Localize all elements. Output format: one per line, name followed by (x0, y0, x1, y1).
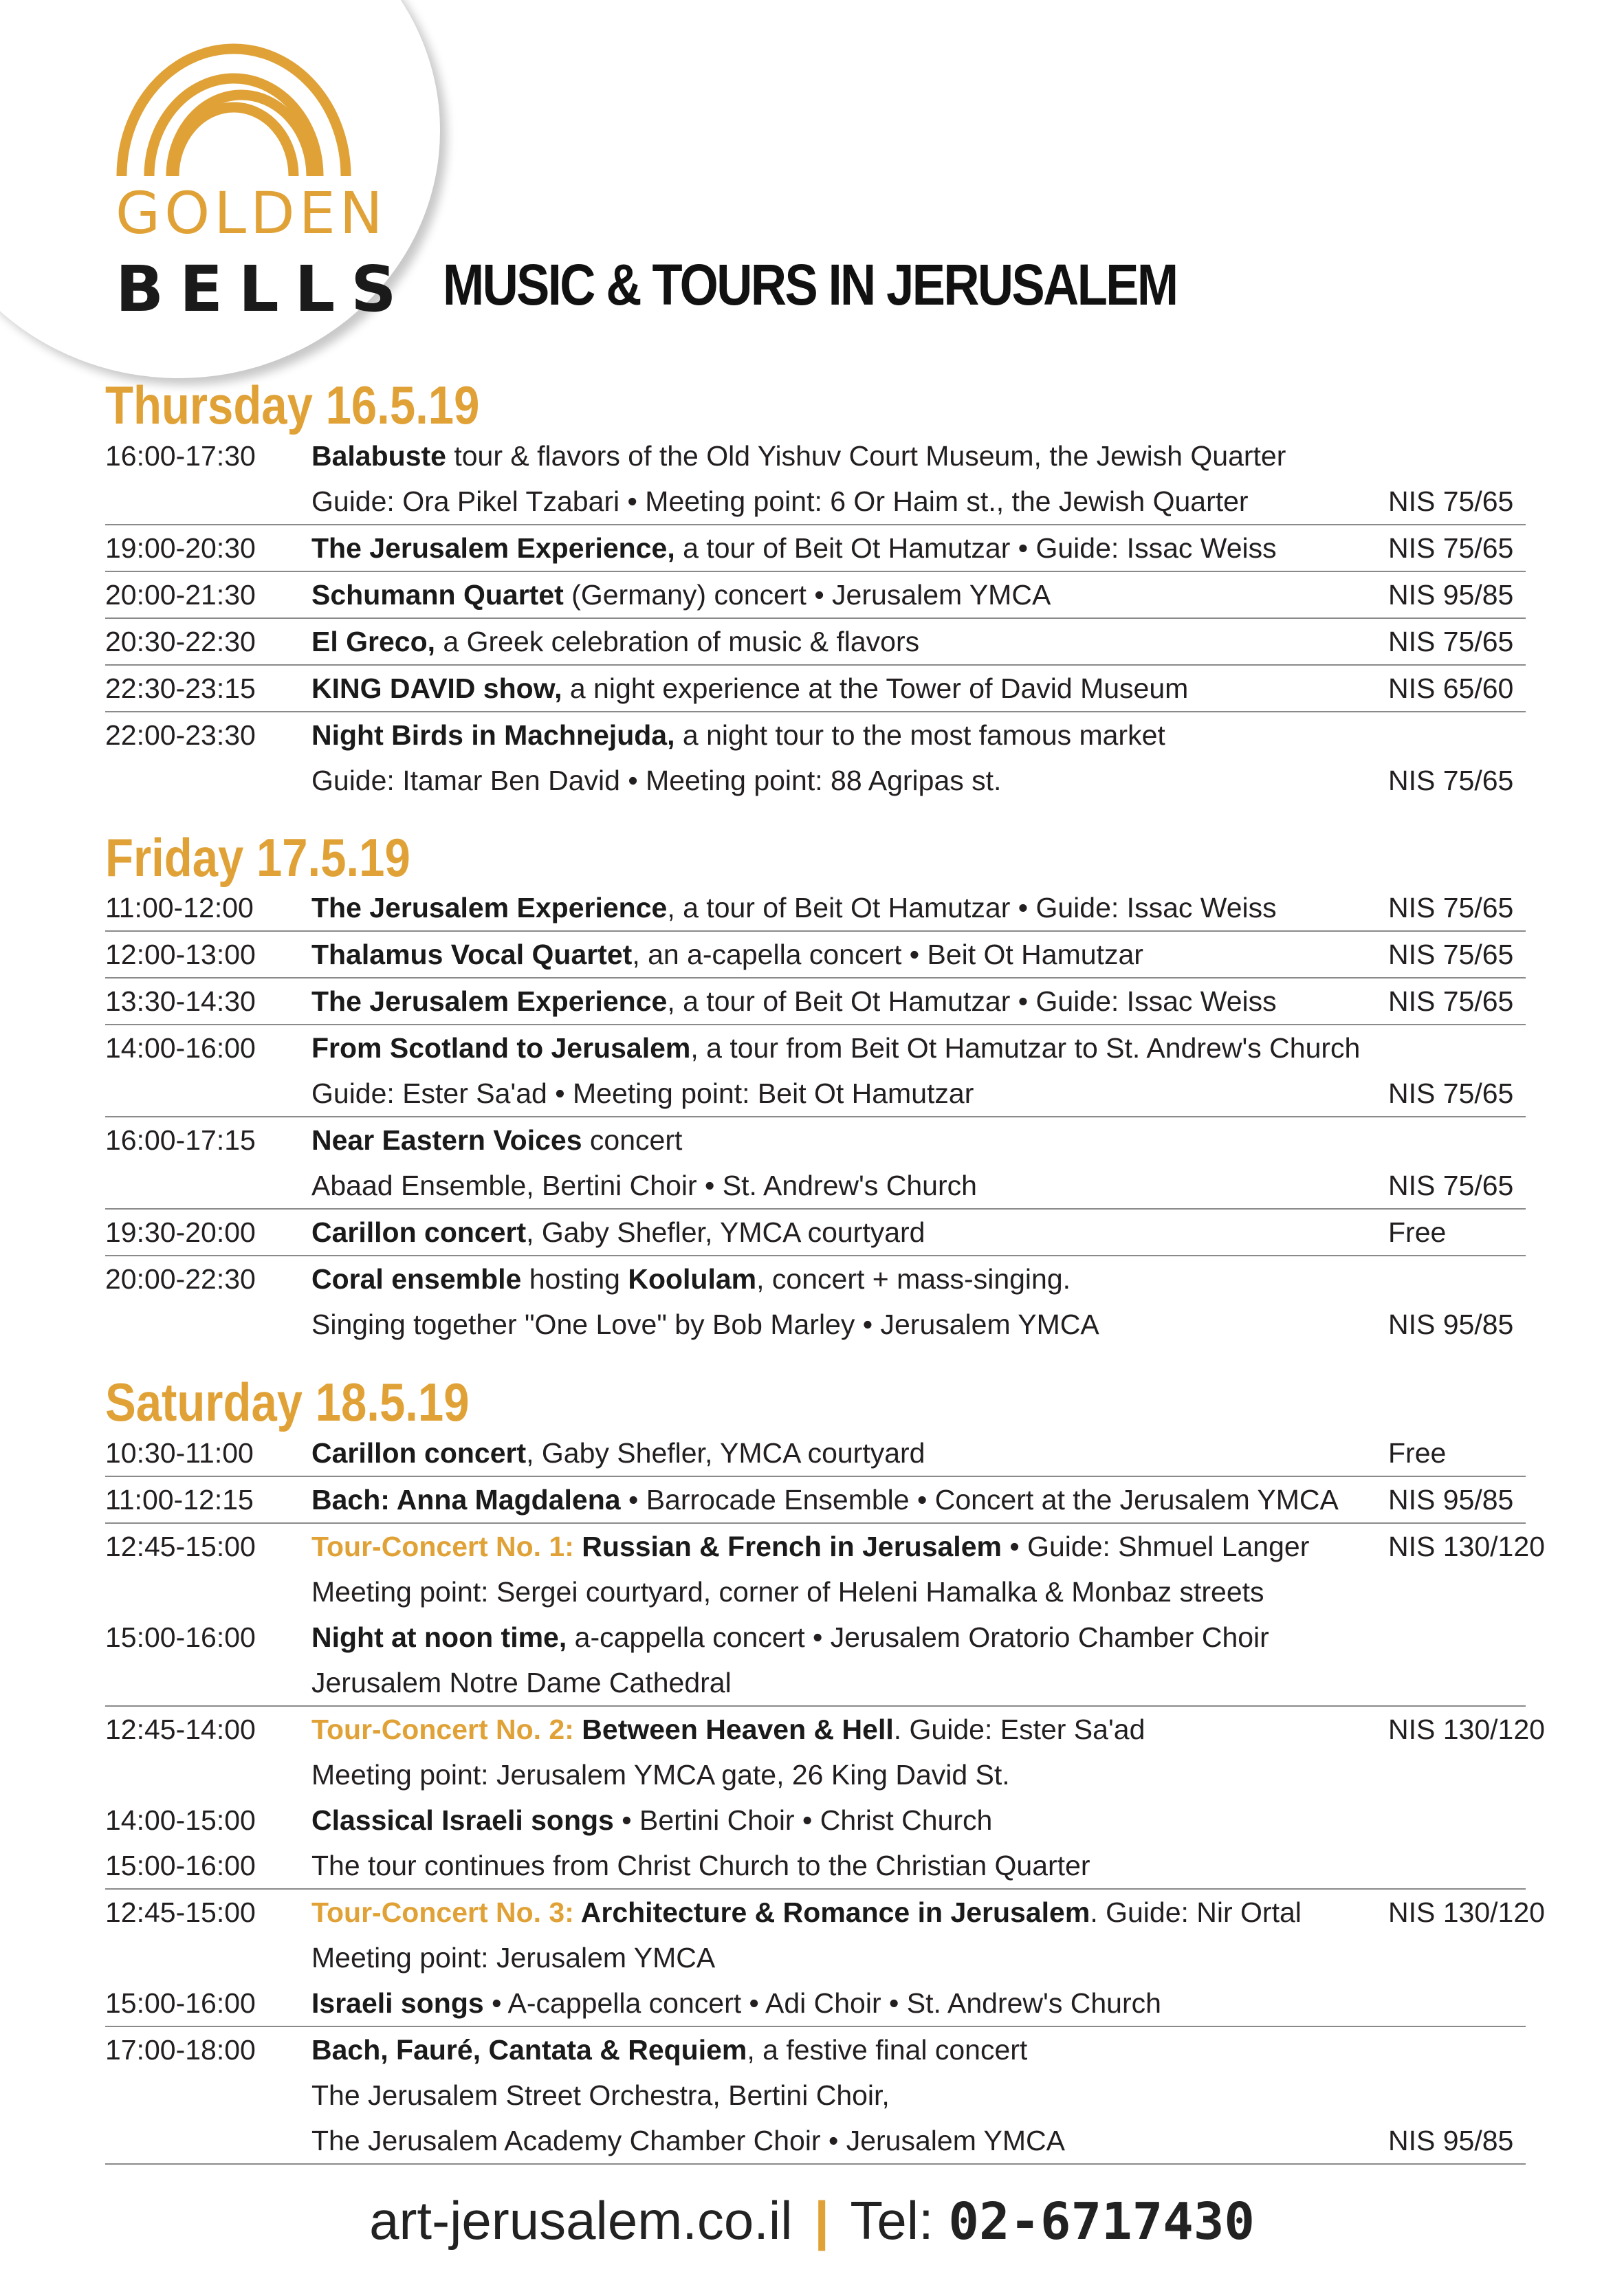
event-title: Israeli songs (311, 1987, 484, 2019)
event-time: 12:45-14:00 (105, 1714, 256, 1745)
event-time: 15:00-16:00 (105, 1987, 256, 2019)
event-line (105, 1569, 1526, 1615)
event-detail: a-cappella concert • Jerusalem Oratorio Chamber Choir (567, 1621, 1269, 1653)
event-line (105, 885, 1526, 930)
event-item (105, 1890, 1545, 2027)
event-price: NIS 65/60 (1388, 673, 1514, 704)
event-item (105, 1025, 1526, 1117)
event-detail: (Germany) concert • Jerusalem YMCA (563, 579, 1051, 611)
event-line (105, 1615, 1526, 1660)
phone-number[interactable]: 02-6717430 (948, 2192, 1255, 2251)
event-price: NIS 95/85 (1388, 1309, 1514, 1340)
event-title: El Greco, (311, 626, 436, 657)
event-price (1388, 1025, 1526, 1071)
event-line (105, 1071, 1526, 1116)
event-time (105, 479, 311, 524)
event-price: Free (1388, 1216, 1447, 1248)
event-line (105, 619, 1526, 664)
event-price: NIS 75/65 (1388, 939, 1514, 970)
schedule-thursday (105, 433, 1526, 803)
event-time (105, 758, 311, 803)
event-description (311, 1890, 1388, 1935)
event-line (105, 2027, 1526, 2073)
event-detail: Meeting point: Sergei courtyard, corner of Heleni Hamalka & Monbaz streets (311, 1576, 1264, 1608)
event-title: Thalamus Vocal Quartet (311, 939, 633, 970)
event-detail: , a tour from Beit Ot Hamutzar to St. Andrew's Church (690, 1032, 1361, 1064)
event-time: 16:00-17:30 (105, 440, 256, 472)
event-description (311, 1660, 1388, 1705)
event-description (311, 1302, 1388, 1347)
event-time: 16:00-17:15 (105, 1124, 256, 1156)
event-detail: , Gaby Shefler, YMCA courtyard (526, 1437, 925, 1469)
event-title: Bach, Fauré, Cantata & Requiem (311, 2034, 747, 2066)
event-price: NIS 75/65 (1388, 532, 1514, 564)
event-detail: , Gaby Shefler, YMCA courtyard (526, 1216, 925, 1248)
event-time (105, 1752, 311, 1797)
event-description (311, 1797, 1388, 1843)
event-price (1388, 1980, 1526, 2026)
event-description (311, 525, 1388, 571)
event-line (105, 1980, 1526, 2026)
event-line (105, 1256, 1526, 1302)
website-link[interactable]: art-jerusalem.co.il (369, 2190, 793, 2251)
event-detail: a night experience at the Tower of David Museum (562, 673, 1189, 704)
event-price (1388, 1615, 1526, 1660)
event-line (105, 525, 1526, 571)
event-description (311, 433, 1388, 479)
event-time: 13:30-14:30 (105, 985, 256, 1017)
event-detail: The Jerusalem Street Orchestra, Bertini Choir, (311, 2079, 890, 2111)
event-time: 19:00-20:30 (105, 532, 256, 564)
event-time: 14:00-16:00 (105, 1032, 256, 1064)
event-price (1388, 1935, 1526, 1980)
event-time: 20:00-21:30 (105, 579, 256, 611)
event-line (105, 1797, 1526, 1843)
event-detail: a tour of Beit Ot Hamutzar • Guide: Issac Weiss (674, 532, 1277, 564)
event-detail: • Guide: Shmuel Langer (1001, 1531, 1310, 1562)
event-price (1388, 2073, 1526, 2118)
event-description (311, 1615, 1388, 1660)
event-time: 12:45-15:00 (105, 1896, 256, 1928)
event-item (105, 932, 1526, 979)
event-price: Free (1388, 1437, 1447, 1469)
event-detail: concert (582, 1124, 683, 1156)
event-item (105, 433, 1526, 525)
event-detail: , a tour of Beit Ot Hamutzar • Guide: Issac Weiss (667, 985, 1277, 1017)
event-description (311, 619, 1388, 664)
event-line (105, 712, 1526, 758)
event-detail: Guide: Itamar Ben David • Meeting point: 88 Agripas st. (311, 765, 1002, 796)
event-price (1388, 1843, 1526, 1888)
event-time: 22:00-23:30 (105, 719, 256, 751)
event-detail: Meeting point: Jerusalem YMCA gate, 26 King David St. (311, 1759, 1010, 1791)
event-title: Architecture & Romance in Jerusalem (580, 1896, 1090, 1928)
event-detail: Singing together "One Love" by Bob Marley • Jerusalem YMCA (311, 1309, 1099, 1340)
event-time: 17:00-18:00 (105, 2034, 256, 2066)
schedule-friday (105, 885, 1526, 1347)
logo-word-bells: BELLS (116, 252, 413, 326)
event-line (105, 1707, 1545, 1752)
event-title: Night at noon time, (311, 1621, 567, 1653)
event-item (105, 1210, 1526, 1256)
event-detail: The Jerusalem Academy Chamber Choir • Jerusalem YMCA (311, 2125, 1065, 2156)
event-price: NIS 75/65 (1388, 985, 1514, 1017)
event-price: NIS 75/65 (1388, 626, 1514, 657)
event-description (311, 1707, 1388, 1752)
event-description (311, 572, 1388, 617)
event-price: NIS 75/65 (1388, 1170, 1514, 1201)
event-detail: , concert + mass-singing. (756, 1263, 1071, 1295)
event-price (1388, 2027, 1526, 2073)
event-detail: a Greek celebration of music & flavors (435, 626, 920, 657)
event-detail: • A-cappella concert • Adi Choir • St. Andrew's Church (483, 1987, 1161, 2019)
event-time: 15:00-16:00 (105, 1621, 256, 1653)
tel-label: Tel: (850, 2190, 934, 2251)
day-heading-saturday: Saturday 18.5.19 (105, 1372, 470, 1432)
event-price: NIS 95/85 (1388, 2125, 1514, 2156)
tour-concert-label: Tour-Concert No. 1: (311, 1531, 582, 1562)
event-time (105, 1660, 311, 1705)
event-detail: Guide: Ora Pikel Tzabari • Meeting point: 6 Or Haim st., the Jewish Quarter (311, 485, 1249, 517)
event-title: KING DAVID show, (311, 673, 562, 704)
event-title: Carillon concert (311, 1437, 527, 1469)
event-price (1388, 1256, 1526, 1302)
event-line (105, 932, 1526, 977)
event-detail: Jerusalem Notre Dame Cathedral (311, 1667, 732, 1698)
event-line (105, 758, 1526, 803)
tour-concert-label: Tour-Concert No. 3: (311, 1896, 581, 1928)
event-price: NIS 130/120 (1388, 1896, 1545, 1928)
event-price: NIS 75/65 (1388, 1078, 1514, 1109)
event-description (311, 1210, 1364, 1255)
event-description (311, 2118, 1388, 2163)
event-item (105, 2027, 1526, 2165)
event-item (105, 619, 1526, 666)
event-line (105, 1430, 1526, 1476)
event-description (311, 979, 1388, 1024)
event-description (311, 1117, 1388, 1163)
event-description (311, 1256, 1388, 1302)
event-time: 22:30-23:15 (105, 673, 256, 704)
event-price (1388, 1797, 1526, 1843)
event-time (105, 1071, 311, 1116)
event-price: NIS 75/65 (1388, 765, 1514, 796)
event-detail: Guide: Ester Sa'ad • Meeting point: Beit Ot Hamutzar (311, 1078, 974, 1109)
event-item (105, 1707, 1545, 1890)
event-detail: tour & flavors of the Old Yishuv Court Museum, the Jewish Quarter (446, 440, 1286, 472)
event-item (105, 1256, 1526, 1347)
event-title: From Scotland to Jerusalem (311, 1032, 691, 1064)
footer-separator: | (814, 2190, 830, 2251)
event-price: NIS 130/120 (1388, 1531, 1545, 1562)
event-line (105, 1935, 1526, 1980)
event-title: Schumann Quartet (311, 579, 564, 611)
event-description (311, 932, 1388, 977)
event-time (105, 2073, 311, 2118)
event-detail: • Bertini Choir • Christ Church (613, 1804, 993, 1836)
event-item (105, 1430, 1526, 1477)
event-description (311, 1430, 1388, 1476)
event-description (311, 1752, 1388, 1797)
event-time: 12:00-13:00 (105, 939, 256, 970)
event-time: 20:30-22:30 (105, 626, 256, 657)
event-description (311, 1071, 1388, 1116)
day-heading-thursday: Thursday 16.5.19 (105, 375, 480, 435)
event-time (105, 1935, 311, 1980)
event-description (311, 1569, 1388, 1615)
event-time (105, 1569, 311, 1615)
event-description (311, 666, 1388, 711)
logo-word-golden: GOLDEN (116, 179, 387, 247)
event-time: 19:30-20:00 (105, 1216, 256, 1248)
event-title: The Jerusalem Experience (311, 985, 668, 1017)
footer-contact (0, 2190, 1624, 2251)
event-line (105, 2118, 1526, 2163)
event-title: Coral ensemble (311, 1263, 522, 1295)
event-description (311, 1980, 1388, 2026)
event-description (311, 2073, 1388, 2118)
event-item (105, 1524, 1545, 1707)
event-title: Classical Israeli songs (311, 1804, 614, 1836)
event-time: 12:45-15:00 (105, 1531, 256, 1562)
event-description (311, 885, 1388, 930)
event-detail: Abaad Ensemble, Bertini Choir • St. Andrew's Church (311, 1170, 977, 1201)
event-detail: , an a-capella concert • Beit Ot Hamutzar (632, 939, 1143, 970)
event-detail: a night tour to the most famous market (674, 719, 1165, 751)
event-line (105, 666, 1526, 711)
event-time: 14:00-15:00 (105, 1804, 256, 1836)
event-price: NIS 75/65 (1388, 892, 1514, 923)
event-price: NIS 130/120 (1388, 1714, 1545, 1745)
event-item (105, 1117, 1526, 1210)
event-price (1388, 1117, 1526, 1163)
event-description (311, 1477, 1388, 1522)
event-time: 20:00-22:30 (105, 1263, 256, 1295)
bells-arcs-icon (113, 40, 354, 177)
event-line (105, 2073, 1526, 2118)
event-line (105, 1117, 1526, 1163)
event-line (105, 572, 1526, 617)
event-line (105, 1890, 1545, 1935)
event-title: Balabuste (311, 440, 446, 472)
event-detail: Meeting point: Jerusalem YMCA (311, 1942, 716, 1974)
event-title: Between Heaven & Hell (582, 1714, 894, 1745)
event-detail: , a tour of Beit Ot Hamutzar • Guide: Issac Weiss (667, 892, 1277, 923)
event-detail: hosting (521, 1263, 628, 1295)
event-item (105, 885, 1526, 932)
schedule-saturday (105, 1430, 1545, 2165)
event-time (105, 1163, 311, 1208)
event-price: NIS 95/85 (1388, 579, 1514, 611)
day-heading-friday: Friday 17.5.19 (105, 827, 410, 888)
event-line (105, 1843, 1526, 1888)
event-item (105, 572, 1526, 619)
event-description (311, 2027, 1388, 2073)
event-title: The Jerusalem Experience (311, 892, 668, 923)
event-title: Russian & French in Jerusalem (582, 1531, 1002, 1562)
event-line (105, 1210, 1526, 1255)
event-line (105, 479, 1526, 524)
event-line (105, 1524, 1545, 1569)
event-detail: • Barrocade Ensemble • Concert at the Jerusalem YMCA (620, 1484, 1339, 1516)
tour-concert-label: Tour-Concert No. 2: (311, 1714, 582, 1745)
event-time: 10:30-11:00 (105, 1437, 254, 1469)
event-detail: . Guide: Nir Ortal (1090, 1896, 1302, 1928)
event-description (311, 1163, 1388, 1208)
event-price (1388, 1660, 1526, 1705)
event-price (1388, 433, 1526, 479)
event-description (311, 1025, 1388, 1071)
event-detail: . Guide: Ester Sa'ad (893, 1714, 1145, 1745)
event-title: Carillon concert (311, 1216, 527, 1248)
event-line (105, 433, 1526, 479)
event-price (1388, 1752, 1526, 1797)
event-item (105, 525, 1526, 572)
event-item (105, 666, 1526, 712)
event-title: Near Eastern Voices (311, 1124, 582, 1156)
event-line (105, 1752, 1526, 1797)
event-title: Koolulam (628, 1263, 757, 1295)
event-title: The Jerusalem Experience, (311, 532, 675, 564)
event-item (105, 1477, 1526, 1524)
event-description (311, 758, 1388, 803)
event-description (311, 1935, 1388, 1980)
event-line (105, 1660, 1526, 1705)
event-price (1388, 1569, 1526, 1615)
event-description (311, 479, 1388, 524)
event-title: Night Birds in Machnejuda, (311, 719, 675, 751)
event-time: 15:00-16:00 (105, 1850, 256, 1881)
event-detail: The tour continues from Christ Church to the Christian Quarter (311, 1850, 1090, 1881)
event-description (311, 712, 1388, 758)
event-time (105, 1302, 311, 1347)
event-line (105, 1477, 1526, 1522)
event-description (311, 1524, 1388, 1569)
event-title: Bach: Anna Magdalena (311, 1484, 621, 1516)
event-line (105, 1163, 1526, 1208)
event-detail: , a festive final concert (747, 2034, 1028, 2066)
event-price (1388, 712, 1526, 758)
event-price: NIS 95/85 (1388, 1484, 1514, 1516)
event-item (105, 712, 1526, 803)
page-title: MUSIC & TOURS IN JERUSALEM (443, 252, 1177, 317)
event-price: NIS 75/65 (1388, 485, 1514, 517)
event-item (105, 979, 1526, 1025)
event-line (105, 979, 1526, 1024)
event-time (105, 2118, 311, 2163)
event-description (311, 1843, 1388, 1888)
event-line (105, 1025, 1526, 1071)
event-time: 11:00-12:15 (105, 1484, 254, 1516)
event-line (105, 1302, 1526, 1347)
event-time: 11:00-12:00 (105, 892, 254, 923)
